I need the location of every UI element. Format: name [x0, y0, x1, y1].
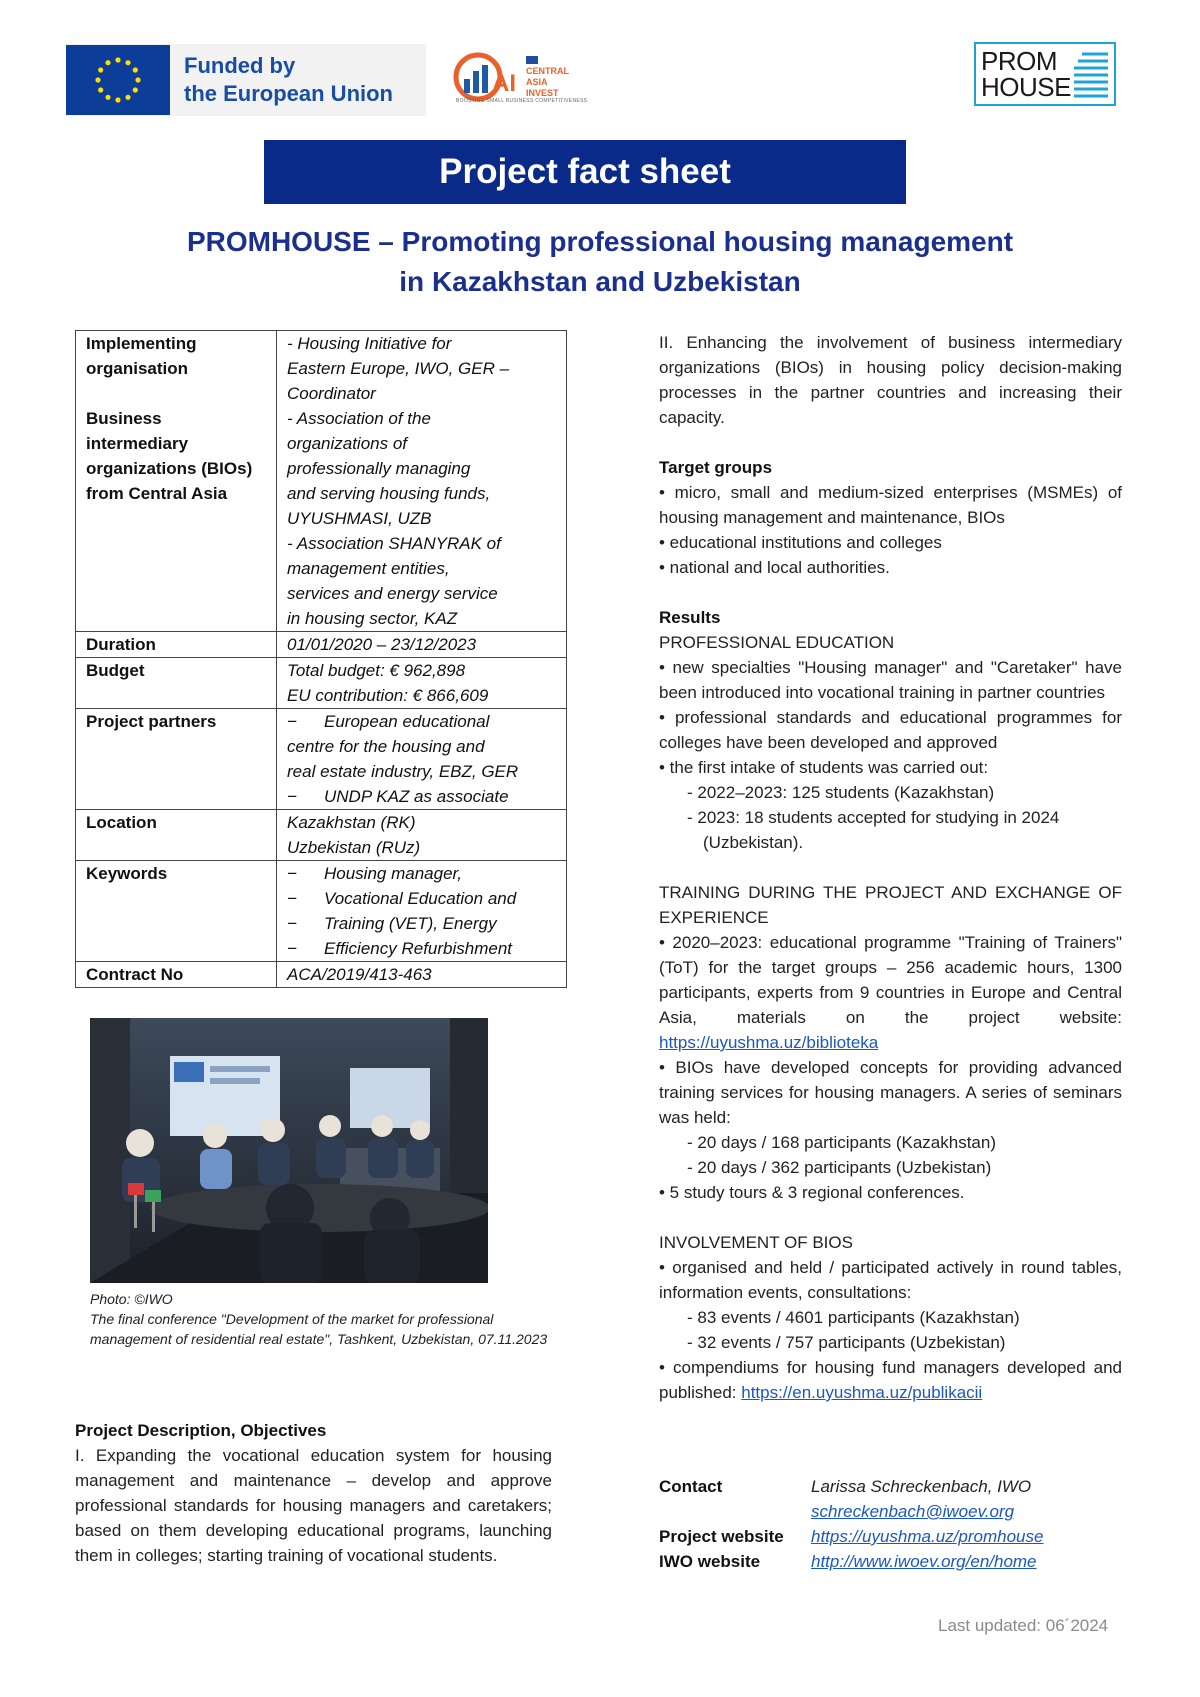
mini-eu-flag-icon [526, 56, 538, 64]
eu-contribution: EU contribution: € 866,609 [287, 686, 489, 705]
eu-text-line-1: Funded by [184, 53, 296, 78]
target-group-item: • educational institutions and colleges [659, 533, 942, 552]
table-row-implementing [76, 331, 567, 632]
promhouse-wordmark [981, 48, 1071, 100]
education-item: • new specialties "Housing manager" and "Caretaker" have been introduced into vocational training in partner countries [659, 658, 1122, 702]
dash-bullet: − [287, 939, 297, 958]
bio-label-3: organizations (BIOs) [86, 459, 253, 478]
subtitle-line-2: in Kazakhstan and Uzbekistan [399, 266, 801, 297]
dash-bullet: − [287, 914, 297, 933]
contact-block [659, 1474, 1129, 1574]
seminar-subitem: - 20 days / 362 participants (Uzbekistan) [687, 1158, 992, 1177]
partner-line: real estate industry, EBZ, GER [287, 762, 519, 781]
prom-line-1: PROM [981, 46, 1057, 76]
table-row-keywords [76, 861, 567, 962]
total-budget: Total budget: € 962,898 [287, 661, 466, 680]
duration-value: 01/01/2020 – 23/12/2023 [277, 632, 567, 658]
impl-line: professionally managing [287, 459, 471, 478]
objective-1-paragraph: I. Expanding the vocational education system for housing management and maintenance – develop and approve professional standards for housing managers and caretakers; based on them developing educational programs, launching them in colleges; starting training of vocational students. [75, 1446, 552, 1565]
impl-line: UYUSHMASI, UZB [287, 509, 432, 528]
page-title-banner: Project fact sheet [264, 140, 906, 204]
education-item: • the first intake of students was carried out: [659, 758, 989, 777]
contact-row [659, 1474, 1129, 1499]
seminar-subitem: - 20 days / 168 participants (Kazakhstan) [687, 1133, 996, 1152]
contact-email-row [659, 1499, 1129, 1524]
publikacii-link[interactable]: https://en.uyushma.uz/publikacii [741, 1383, 983, 1402]
iwo-website-link[interactable]: http://www.iwoev.org/en/home [811, 1552, 1037, 1571]
impl-line: services and energy service [287, 584, 498, 603]
target-group-item: • national and local authorities. [659, 558, 890, 577]
keywords-label: Keywords [76, 861, 277, 962]
bio-label-4: from Central Asia [86, 484, 228, 503]
budget-value-cell [277, 658, 567, 709]
partners-value-cell [277, 709, 567, 810]
impl-line: - Association of the [287, 409, 431, 428]
project-website-label: Project website [659, 1527, 784, 1546]
keyword-item: Training (VET), Energy [324, 914, 497, 933]
partner-line: European educational [324, 712, 490, 731]
dash-bullet: − [287, 787, 297, 806]
contact-email-link[interactable]: schreckenbach@iwoev.org [811, 1502, 1015, 1521]
objective-2-paragraph: II. Enhancing the involvement of business intermediary organizations (BIOs) in housing policy decision-making processes in the partner countries and increasing their capacity. [659, 333, 1122, 427]
cai-wordmark [526, 56, 569, 99]
professional-education-heading: PROFESSIONAL EDUCATION [659, 633, 895, 652]
description-heading: Project Description, Objectives [75, 1421, 327, 1440]
dash-bullet: − [287, 864, 297, 883]
eu-text-line-2: the European Union [184, 81, 393, 106]
training-item: • BIOs have developed concepts for providing advanced training services for housing managers. A series of seminars was held: [659, 1058, 1122, 1127]
contract-label: Contract No [76, 962, 277, 988]
impl-label-2: organisation [86, 359, 189, 378]
involvement-item [659, 1355, 1122, 1405]
training-item-text: • 2020–2023: educational programme "Training of Trainers" (ToT) for the target groups – 256 academic hours, 1300 participants, experts from 9 countries in Europe and Central Asia, materials on the project website: [659, 933, 1122, 1027]
implementing-value-cell [277, 331, 567, 632]
subtitle-line-1: PROMHOUSE – Promoting professional housing management [186, 226, 1014, 257]
conference-photo [90, 1018, 488, 1283]
training-heading: TRAINING DURING THE PROJECT AND EXCHANGE OF EXPERIENCE [659, 883, 1122, 927]
right-column [659, 330, 1122, 1405]
impl-line: in housing sector, KAZ [287, 609, 458, 628]
contact-name: Larissa Schreckenbach, IWO [811, 1477, 1032, 1496]
photo-caption [90, 1289, 560, 1349]
keyword-item: Vocational Education and [324, 889, 517, 908]
table-row-duration [76, 632, 567, 658]
bio-label-2: intermediary [86, 434, 189, 453]
impl-label-1: Implementing [86, 334, 197, 353]
contact-label: Contact [659, 1477, 723, 1496]
education-subitem: - 2022–2023: 125 students (Kazakhstan) [687, 783, 995, 802]
biblioteka-link[interactable]: https://uyushma.uz/biblioteka [659, 1033, 879, 1052]
impl-line: - Housing Initiative for [287, 334, 452, 353]
impl-line: management entities, [287, 559, 450, 578]
photo-caption-text: The final conference "Development of the market for professional management of residential real estate", Tashkent, Uzbekistan, 07.11.2023 [90, 1311, 548, 1347]
location-line: Kazakhstan (RK) [287, 813, 416, 832]
target-group-item: • micro, small and medium-sized enterprises (MSMEs) of housing management and maintenance, BIOs [659, 483, 1122, 527]
education-subitem-continued: (Uzbekistan). [703, 833, 804, 852]
dash-bullet: − [287, 712, 297, 731]
involvement-heading: INVOLVEMENT OF BIOS [659, 1233, 853, 1252]
svg-text:AI: AI [492, 70, 516, 97]
training-item [659, 930, 1122, 1055]
iwo-website-label: IWO website [659, 1552, 761, 1571]
contract-value: ACA/2019/413-463 [277, 962, 567, 988]
table-row-location [76, 810, 567, 861]
project-website-link[interactable]: https://uyushma.uz/promhouse [811, 1527, 1044, 1546]
results-heading: Results [659, 608, 721, 627]
impl-line: organizations of [287, 434, 408, 453]
bio-label-1: Business [86, 409, 162, 428]
impl-line: Coordinator [287, 384, 376, 403]
keyword-item: Efficiency Refurbishment [324, 939, 513, 958]
project-website-row [659, 1524, 1129, 1549]
last-updated-note: Last updated: 06´2024 [938, 1616, 1109, 1635]
partners-label: Project partners [76, 709, 277, 810]
keywords-value-cell [277, 861, 567, 962]
central-asia-invest-logo [450, 46, 600, 108]
table-row-contract [76, 962, 567, 988]
impl-line: Eastern Europe, IWO, GER – [287, 359, 510, 378]
dash-bullet: − [287, 889, 297, 908]
cai-line-3: INVEST [526, 87, 559, 98]
involvement-item-text: • compendiums for housing fund managers developed and published: [659, 1358, 1122, 1402]
involvement-subitem: - 32 events / 757 participants (Uzbekistan) [687, 1333, 1006, 1352]
cai-line-1: CENTRAL [526, 65, 569, 76]
eu-funding-text [184, 52, 393, 108]
implementing-label-cell [76, 331, 277, 632]
budget-label: Budget [76, 658, 277, 709]
promhouse-logo [974, 42, 1116, 106]
building-lines-icon [1074, 50, 1108, 100]
prom-line-2: HOUSE [981, 72, 1071, 102]
partner-line: UNDP KAZ as associate [324, 787, 509, 806]
education-subitem: - 2023: 18 students accepted for studying in 2024 [687, 808, 1060, 827]
project-subtitle [120, 222, 1080, 302]
photo-credit: Photo: ©IWO [90, 1291, 173, 1307]
iwo-website-row [659, 1549, 1129, 1574]
education-item: • professional standards and educational programmes for colleges have been developed and approved [659, 708, 1122, 752]
keyword-item: Housing manager, [324, 864, 462, 883]
location-value-cell [277, 810, 567, 861]
cai-emblem-icon [450, 49, 520, 105]
impl-line: and serving housing funds, [287, 484, 491, 503]
involvement-subitem: - 83 events / 4601 participants (Kazakhstan) [687, 1308, 1020, 1327]
training-item: • 5 study tours & 3 regional conferences. [659, 1183, 965, 1202]
location-label: Location [76, 810, 277, 861]
duration-label: Duration [76, 632, 277, 658]
involvement-item: • organised and held / participated actively in round tables, information events, consultations: [659, 1258, 1122, 1302]
project-info-table [75, 330, 567, 988]
partner-line: centre for the housing and [287, 737, 485, 756]
eu-funding-logo [66, 44, 426, 116]
eu-flag-icon [66, 45, 170, 115]
impl-line: - Association SHANYRAK of [287, 534, 501, 553]
cai-line-2: ASIA [526, 76, 548, 87]
cai-tagline: BOOSTING SMALL BUSINESS COMPETITIVENESS [456, 98, 588, 104]
table-row-budget [76, 658, 567, 709]
target-groups-heading: Target groups [659, 458, 773, 477]
location-line: Uzbekistan (RUz) [287, 838, 421, 857]
table-row-partners [76, 709, 567, 810]
